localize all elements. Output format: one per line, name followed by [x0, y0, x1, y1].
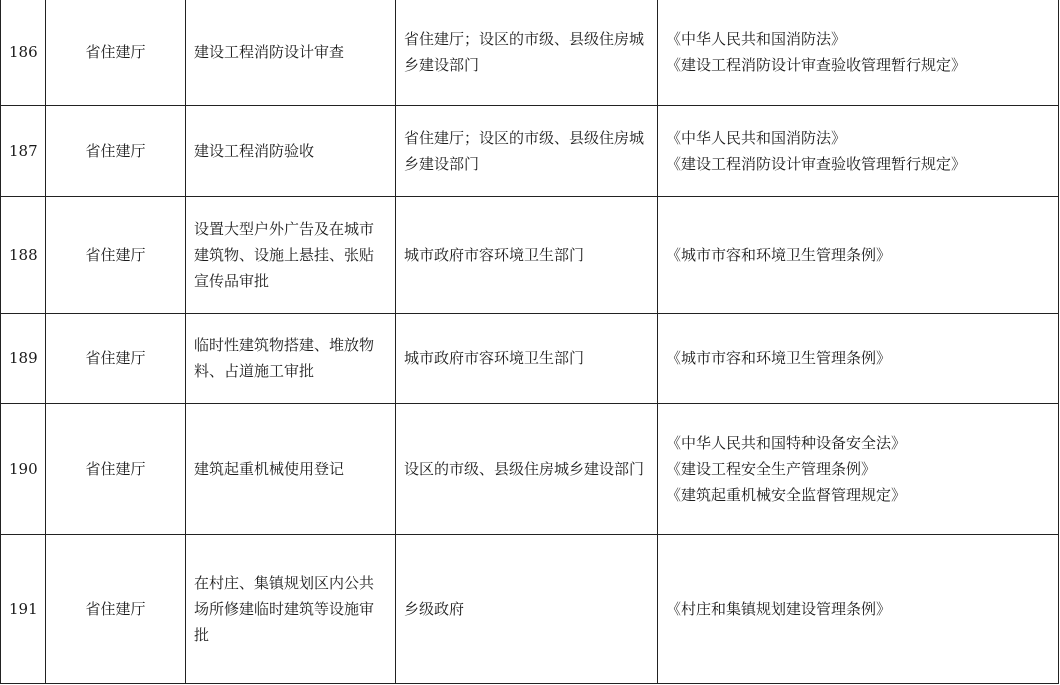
item-number: 187 [1, 105, 46, 196]
table-row [1, 196, 1059, 313]
legal-basis [658, 196, 1059, 313]
legal-basis-line: 《城市市容和环境卫生管理条例》 [666, 245, 892, 264]
implementing-org: 省住建厅；设区的市级、县级住房城乡建设部门 [396, 0, 658, 105]
legal-basis [658, 105, 1059, 196]
department: 省住建厅 [46, 403, 186, 534]
implementing-org: 省住建厅；设区的市级、县级住房城乡建设部门 [396, 105, 658, 196]
department: 省住建厅 [46, 196, 186, 313]
item-name: 临时性建筑物搭建、堆放物料、占道施工审批 [186, 313, 396, 403]
item-name: 建设工程消防验收 [186, 105, 396, 196]
item-name: 设置大型户外广告及在城市建筑物、设施上悬挂、张贴宣传品审批 [186, 196, 396, 313]
implementing-org: 城市政府市容环境卫生部门 [396, 196, 658, 313]
item-name: 在村庄、集镇规划区内公共场所修建临时建筑等设施审批 [186, 534, 396, 683]
table-row [1, 0, 1059, 105]
item-name: 建设工程消防设计审查 [186, 0, 396, 105]
legal-basis [658, 403, 1059, 534]
department: 省住建厅 [46, 534, 186, 683]
legal-basis-line: 《村庄和集镇规划建设管理条例》 [666, 599, 892, 618]
item-number: 188 [1, 196, 46, 313]
item-name: 建筑起重机械使用登记 [186, 403, 396, 534]
department: 省住建厅 [46, 0, 186, 105]
legal-basis-line: 《中华人民共和国特种设备安全法》 [666, 433, 907, 452]
legal-basis-line: 《中华人民共和国消防法》 [666, 128, 847, 147]
table-row [1, 313, 1059, 403]
legal-basis-line: 《建设工程消防设计审查验收管理暂行规定》 [666, 154, 967, 173]
legal-basis-line: 《建设工程安全生产管理条例》 [666, 459, 877, 478]
implementing-org: 城市政府市容环境卫生部门 [396, 313, 658, 403]
department: 省住建厅 [46, 105, 186, 196]
legal-basis [658, 0, 1059, 105]
item-number: 191 [1, 534, 46, 683]
implementing-org: 乡级政府 [396, 534, 658, 683]
item-number: 186 [1, 0, 46, 105]
item-number: 190 [1, 403, 46, 534]
legal-basis-line: 《建筑起重机械安全监督管理规定》 [666, 485, 907, 504]
table-row [1, 534, 1059, 683]
department: 省住建厅 [46, 313, 186, 403]
legal-basis-line: 《建设工程消防设计审查验收管理暂行规定》 [666, 56, 967, 75]
implementing-org: 设区的市级、县级住房城乡建设部门 [396, 403, 658, 534]
table-row [1, 403, 1059, 534]
table-row [1, 105, 1059, 196]
item-number: 189 [1, 313, 46, 403]
legal-basis [658, 313, 1059, 403]
legal-basis-line: 《中华人民共和国消防法》 [666, 30, 847, 49]
legal-basis-line: 《城市市容和环境卫生管理条例》 [666, 349, 892, 367]
legal-basis [658, 534, 1059, 683]
